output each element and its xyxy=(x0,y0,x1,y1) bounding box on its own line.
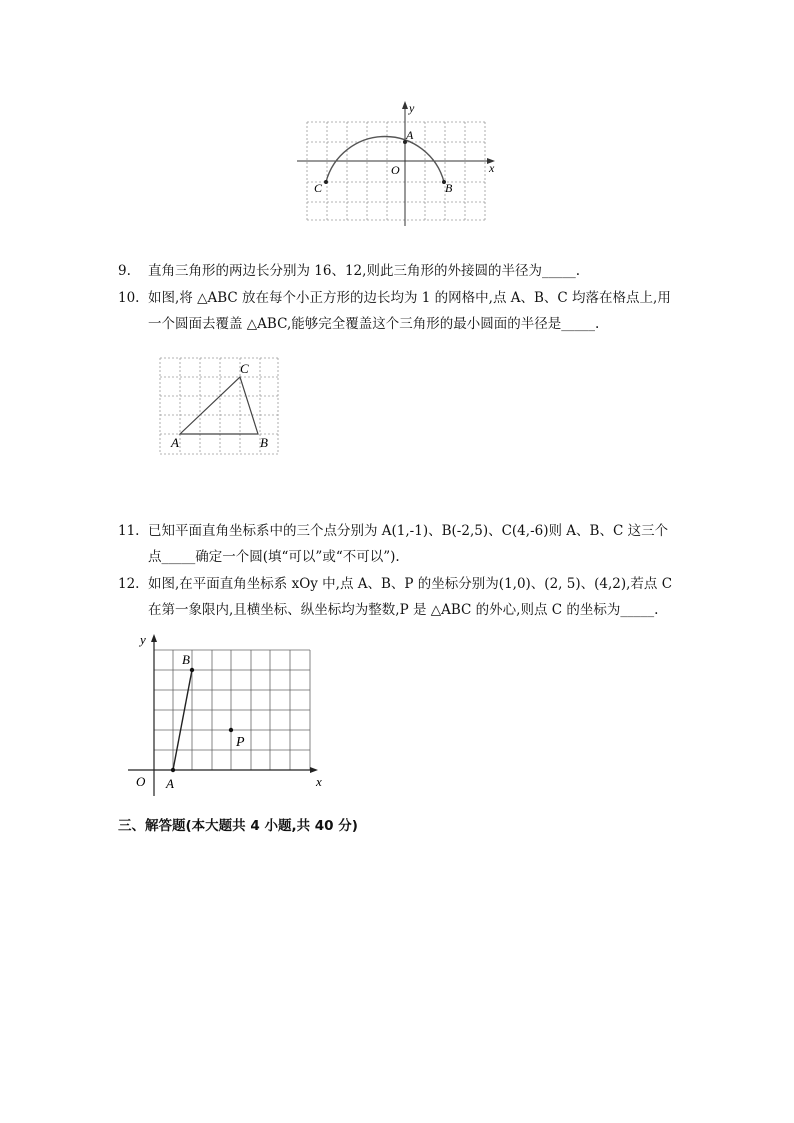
y-axis-arrow xyxy=(402,101,408,109)
figure-arc-grid xyxy=(295,98,500,226)
arc xyxy=(326,136,444,182)
label-x: x xyxy=(489,161,495,175)
figure-coordinate-grid xyxy=(124,628,334,800)
point-p xyxy=(229,728,233,732)
question-11 xyxy=(118,518,678,570)
label-o: O xyxy=(136,774,146,789)
point-c xyxy=(324,180,328,184)
question-number: 9. xyxy=(118,263,131,279)
question-text: 如图,在平面直角坐标系 xOy 中,点 A、B、P 的坐标分别为(1,0)、(2, 5)、(4,2),若点 C 在第一象限内,且横坐标、纵坐标均为整数,P 是 △ABC 的外心,则点 C 的坐标为_____. xyxy=(148,576,673,618)
section-heading: 三、解答题(本大题共 4 小题,共 40 分) xyxy=(118,818,358,834)
question-9 xyxy=(118,258,678,284)
question-number: 11. xyxy=(118,523,140,539)
question-10 xyxy=(118,285,678,337)
x-axis-arrow xyxy=(310,767,318,773)
label-c: C xyxy=(314,181,323,195)
label-b: B xyxy=(182,652,190,667)
point-a xyxy=(171,768,175,772)
label-a: A xyxy=(171,435,179,450)
question-12 xyxy=(118,571,678,623)
y-axis-arrow xyxy=(151,634,157,642)
label-a: A xyxy=(166,776,174,791)
question-text: 直角三角形的两边长分别为 16、12,则此三角形的外接圆的半径为_____. xyxy=(148,263,580,279)
label-y: y xyxy=(409,101,415,115)
label-p: P xyxy=(236,735,245,750)
label-y: y xyxy=(140,632,146,647)
label-o: O xyxy=(391,163,400,177)
grid-lines xyxy=(154,650,310,770)
triangle-abc xyxy=(180,377,258,434)
question-text: 如图,将 △ABC 放在每个小正方形的边长均为 1 的网格中,点 A、B、C 均落在格点上,用一个圆面去覆盖 △ABC,能够完全覆盖这个三角形的最小圆面的半径是_____. xyxy=(148,290,671,332)
label-b: B xyxy=(260,435,268,450)
label-a: A xyxy=(406,128,414,142)
question-text: 已知平面直角坐标系中的三个点分别为 A(1,-1)、B(-2,5)、C(4,-6)则 A、B、C 这三个点_____确定一个圆(填“可以”或“不可以”). xyxy=(148,523,669,565)
point-b xyxy=(190,668,194,672)
question-number: 10. xyxy=(118,290,140,306)
question-number: 12. xyxy=(118,576,140,592)
label-b: B xyxy=(445,181,453,195)
figure-triangle-grid xyxy=(158,356,282,458)
label-c: C xyxy=(240,361,249,376)
segment-ab xyxy=(173,670,192,770)
label-x: x xyxy=(316,774,322,789)
